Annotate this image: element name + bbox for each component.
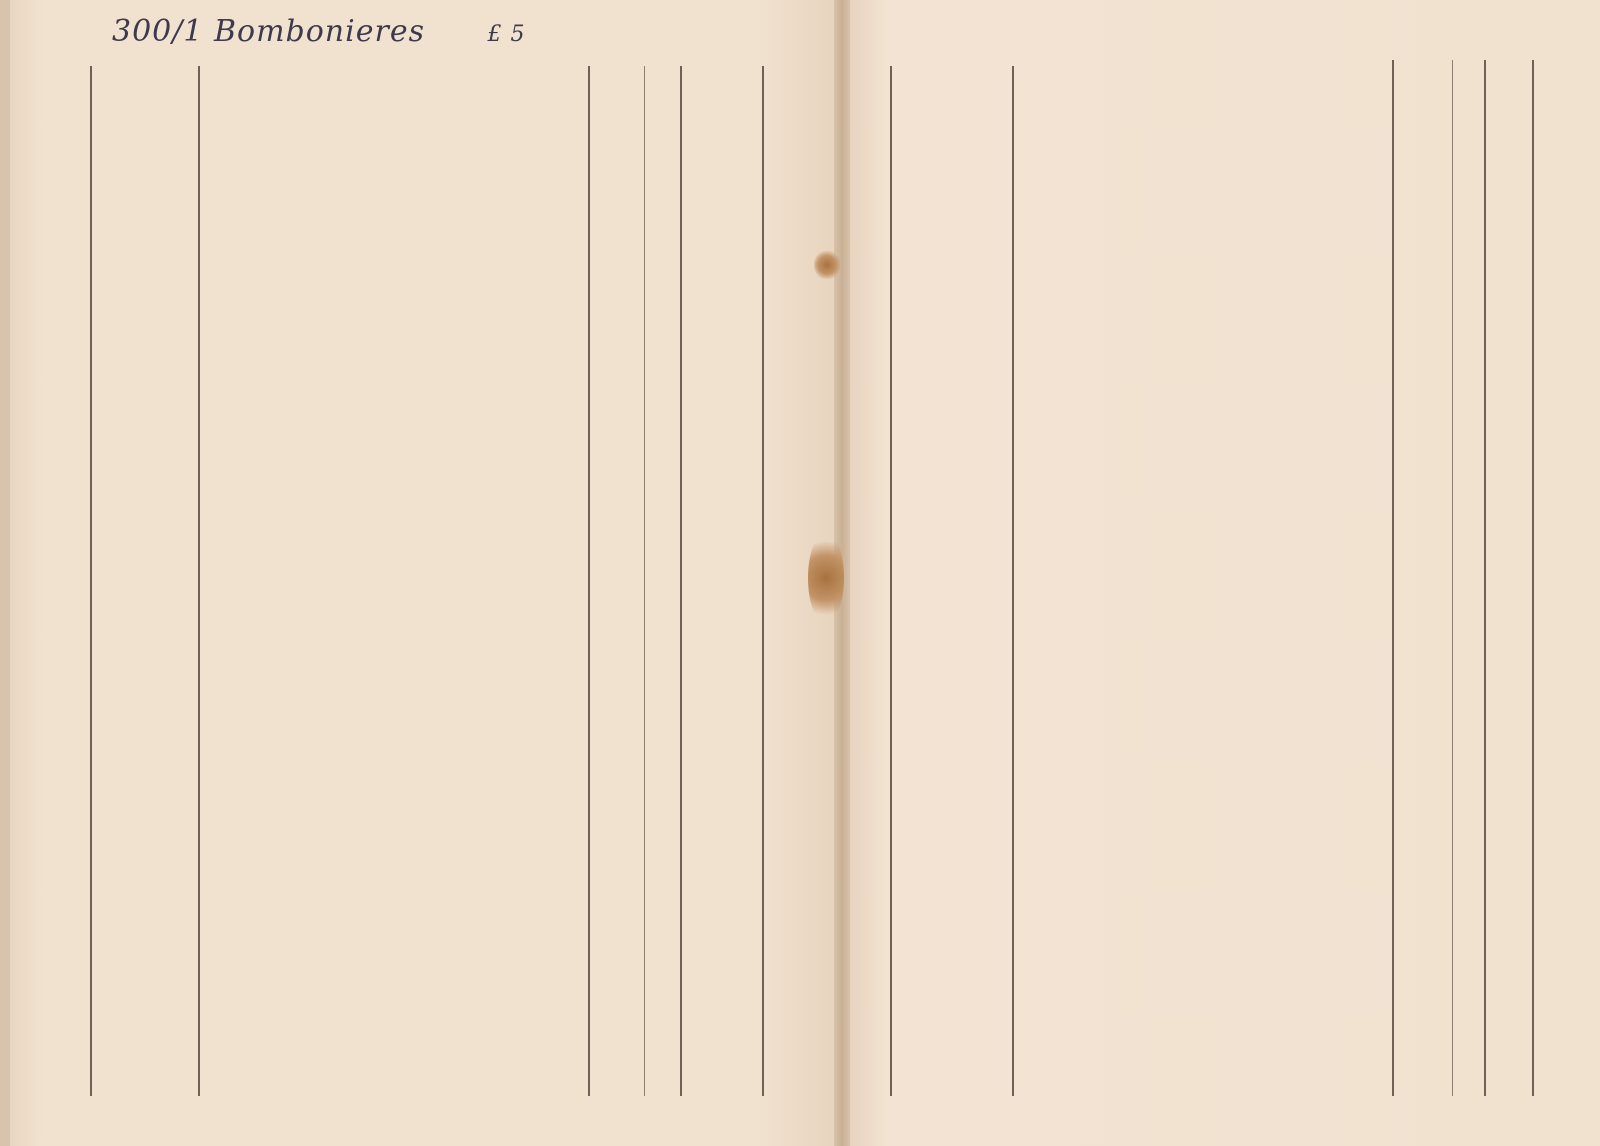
header-note-text: 300/1 Bombonieres [112, 14, 425, 49]
binding-stain [814, 250, 840, 280]
left-rule-desc [198, 66, 200, 1096]
right-rule-revision [1484, 60, 1486, 1096]
header-handwritten-note [112, 14, 526, 49]
left-rule-price [588, 66, 590, 1096]
left-rule-revision [680, 66, 682, 1096]
left-rule-price-inner [644, 66, 645, 1096]
header-note-price: £ 5 [487, 22, 526, 47]
right-rule-price [1392, 60, 1394, 1096]
binding-stain [808, 532, 844, 624]
right-rule-desc [1012, 66, 1014, 1096]
right-page [842, 0, 1600, 1146]
left-rule-number [90, 66, 92, 1096]
right-rule-price-inner [1452, 60, 1453, 1096]
right-rule-end [1532, 60, 1534, 1096]
left-rule-end [762, 66, 764, 1096]
right-rule-number [890, 66, 892, 1096]
